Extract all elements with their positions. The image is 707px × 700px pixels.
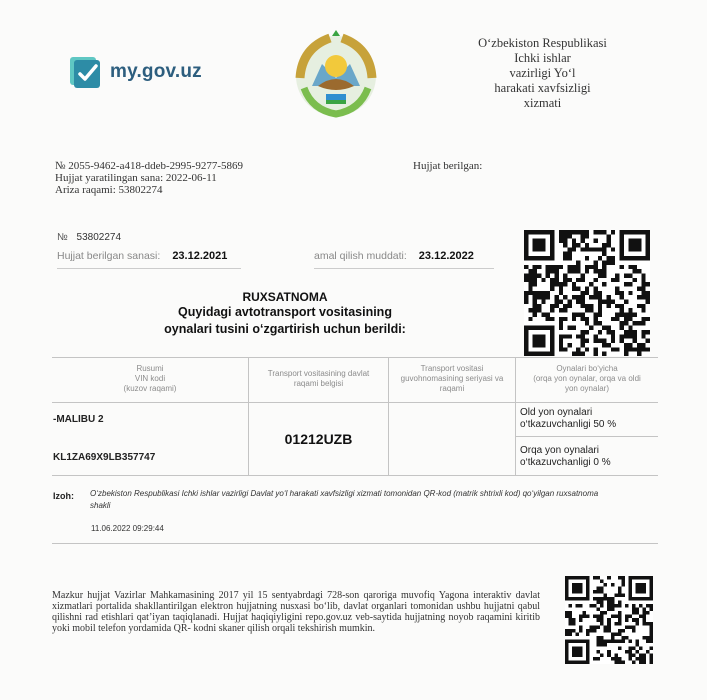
permit-subtitle-1: Quyidagi avtotransport vositasining [178, 305, 392, 319]
header-line: raqami [439, 384, 465, 393]
table-header-model [52, 364, 248, 394]
table-top-border [52, 357, 658, 358]
issue-date-label: Hujjat berilgan sanasi: [57, 250, 161, 262]
table-header-windows [516, 364, 658, 394]
permit-number-value: 53802274 [76, 232, 122, 243]
vehicle-plate: 01212UZB [284, 431, 353, 447]
tint-front [520, 407, 616, 431]
valid-until-value: 23.12.2022 [418, 250, 474, 262]
header-line: Rusumi [136, 364, 164, 373]
header-line: guvohnomasining seriyasi va [400, 374, 504, 383]
qr-code-icon [565, 576, 653, 664]
vehicle-vin: KL1ZA69X9LB357747 [53, 452, 156, 463]
valid-until-label: amal qilish muddati: [314, 250, 407, 262]
check-logo-icon [70, 55, 104, 89]
application-number: Ariza raqami: 53802274 [55, 184, 163, 196]
note-text: O‘zbekiston Respublikasi Ichki ishlar vazirligi Davlat yo‘l harakati xavfsizligi xizmati tomonidan QR-kod (matrik shtrixli kod) qo‘yilgan ruxsatnoma shakli [90, 489, 599, 510]
tint-rear [520, 445, 611, 469]
org-line: xizmati [523, 96, 562, 110]
tint-line: o‘tkazuvchanligi 50 % [520, 419, 617, 430]
note-timestamp: 11.06.2022 09:29:44 [91, 524, 164, 533]
issue-date-value: 23.12.2021 [172, 250, 228, 262]
permit-subtitle-2: oynalari tusini o‘zgartirish uchun berildi: [164, 322, 406, 336]
header-line: Transport vositasi [420, 364, 484, 373]
table-header-border [52, 402, 658, 403]
logo-text: my.gov.uz [110, 61, 202, 82]
tint-line: Orqa yon oynalari [520, 445, 599, 456]
logo [70, 55, 202, 89]
permit-number [57, 232, 121, 243]
table-bottom-border [52, 475, 658, 476]
table-row-divider [515, 436, 658, 437]
created-date: Hujjat yaratilingan sana: 2022-06-11 [55, 172, 217, 184]
header-line: (orqa yon oynalar, orqa va oldi [533, 374, 641, 383]
note-label: Izoh: [53, 491, 74, 501]
org-line: Ichki ishlar [514, 51, 571, 65]
permit-title: RUXSATNOMA [242, 290, 328, 304]
permit-title-block [130, 290, 440, 338]
vehicle-model: -MALIBU 2 [53, 414, 104, 425]
tint-line: Old yon oynalari [520, 407, 593, 418]
document-meta [55, 160, 243, 196]
header-line: Transport vositasining davlat [267, 369, 370, 378]
tint-line: o‘tkazuvchanligi 0 % [520, 457, 611, 468]
header-line: yon oynalar) [564, 384, 610, 393]
note-divider [52, 543, 658, 544]
issue-date-row [57, 250, 241, 269]
table-header-plate [249, 369, 388, 389]
valid-until-row [314, 250, 494, 269]
document-id: № 2055-9462-a418-ddeb-2995-9277-5869 [55, 160, 243, 172]
permit-number-label: № [57, 232, 68, 243]
header-line: (kuzov raqami) [123, 384, 177, 393]
header-line: raqami belgisi [293, 379, 344, 388]
org-line: O‘zbekiston Respublikasi [478, 36, 607, 50]
state-emblem-icon [290, 28, 382, 120]
org-line: vazirligi Yo‘l [509, 66, 576, 80]
header-line: VIN kodi [134, 374, 166, 383]
org-line: harakati xavfsizligi [494, 81, 591, 95]
qr-code-icon [522, 230, 652, 356]
footer-text: Mazkur hujjat Vazirlar Mahkamasining 2017 yil 15 sentyabrdagi 728-son qaroriga muvofiq Yagona interaktiv davlat xizmatlari portalida shakllantirilgan elektron hujjatning nusxasi bo‘lib, davlat organlari tomonidan ushbu hujjatni qabul qilishni rad etishlari qat’iyan taqiqlanadi. Hujjat haqiqiyligini repo.gov.uz veb-saytida hujjatning noyob raqamini kiritib yoki mobil telefon yordamida QR- kodni skaner qilish orqali tekshirish mumkin. [52, 590, 540, 634]
header-line: Oynalari bo‘yicha [556, 364, 618, 373]
table-header-certificate [389, 364, 515, 394]
issuing-organization [430, 36, 655, 111]
issued-to-label: Hujjat berilgan: [413, 160, 483, 172]
